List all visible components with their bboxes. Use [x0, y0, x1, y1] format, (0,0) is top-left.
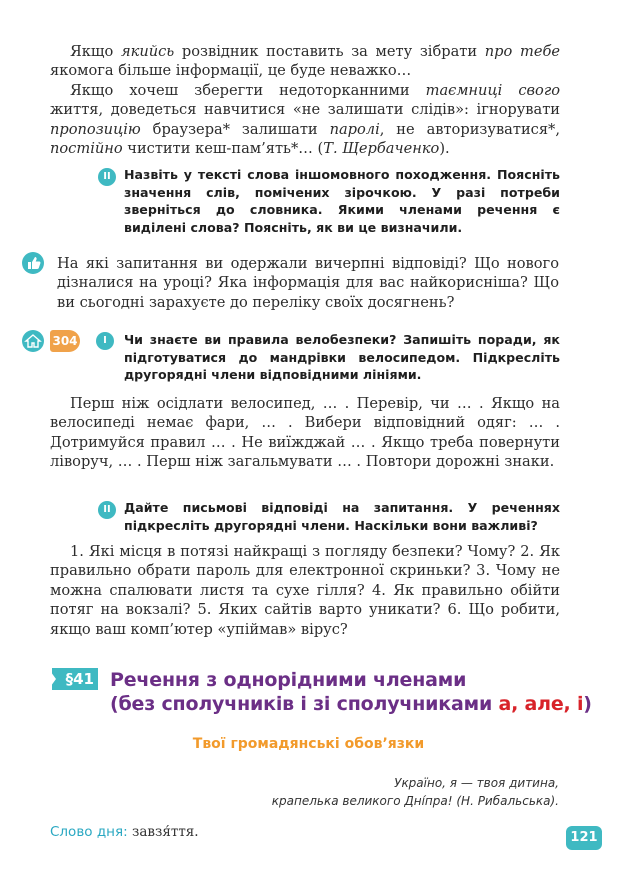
intro-paragraph-1 [50, 42, 560, 81]
text: Якщо [70, 43, 121, 60]
level-ii-badge: II [98, 501, 116, 519]
epigraph-line-2: крапелька великого Дні́пра! (Н. Рибальська). [271, 794, 559, 808]
exercise-number-badge: 304 [50, 330, 80, 352]
section-title-line-2 [110, 692, 590, 716]
highlighted-word: таємниці свого [425, 82, 560, 99]
text: якомога більше інформації, це буде неважко… [50, 62, 412, 80]
section-title-line-1: Речення з однорідними членами [110, 669, 467, 691]
reflection-questions: На які запитання ви одержали вичерпні відповіді? Що нового дізналися на уроці? Яка інформація для вас найкорисніша? Що ви сьогодні зарахуєте до переліку своїх досягнень? [57, 255, 559, 311]
highlighted-word: про тебе [484, 43, 560, 60]
title-text: ) [583, 693, 592, 715]
highlighted-word: якийсь [120, 43, 175, 60]
text: розвідник поставить за мету зібрати [174, 43, 485, 60]
highlighted-word: паролі [329, 120, 380, 138]
text: життя, доведеться навчитися «не залишати слідів»: ігнорувати [50, 101, 560, 119]
home-icon [22, 330, 44, 352]
word-of-day-label: Слово дня: [50, 824, 128, 840]
text: ). [439, 140, 450, 158]
title-text: (без сполучників і зі сполучниками [110, 693, 499, 715]
highlighted-word: постійно [50, 140, 123, 158]
text: Якщо хочеш зберегти недоторканними [70, 82, 426, 99]
author-name: Т. Щербаченко [323, 140, 440, 158]
exercise-task-text: Чи знаєте ви правила велобезпеки? Запишіть поради, як підготуватися до мандрівки велосипедом. Підкресліть другорядні члени відповідними лініями. [124, 332, 560, 383]
thumbs-up-icon [22, 252, 44, 274]
text: браузера* залишати [140, 120, 330, 138]
word-of-day-value: завзя́ття. [131, 824, 199, 840]
text: , не авторизуватися*, [379, 120, 560, 138]
word-of-the-day [50, 824, 199, 840]
text: чистити кеш-пам’ять*… ( [122, 140, 324, 158]
title-accent-conjunctions: а, але, і [498, 693, 584, 715]
section-subtitle: Твої громадянські обов’язки [192, 736, 425, 752]
page-number: 121 [566, 826, 602, 850]
level-ii-badge: II [98, 168, 116, 186]
task-2-text: Дайте письмові відповіді на запитання. У реченнях підкресліть другорядні члени. Наскільки вони важливі? [124, 500, 560, 533]
level-i-badge: I [96, 332, 114, 350]
section-tag-notch [48, 668, 58, 690]
intro-paragraph-2 [50, 81, 560, 159]
highlighted-word: пропозицію [50, 120, 141, 138]
exercise-text: Перш ніж осідлати велосипед, … . Перевір, чи … . Якщо на велосипеді немає фари, … . Вибери відповідний одяг: … . Дотримуйся правил … . Не виїжджай … . Якщо треба повернути ліворуч, … . Перш ніж загальмувати … . Повтори дорожні знаки. [50, 395, 560, 471]
task-2-questions: 1. Які місця в потязі найкращі з погляду безпеки? Чому? 2. Як правильно обрати пароль для електронної скриньки? 3. Чому не можна спалювати листя та сухе гілля? 4. Як правильно обійти потяг на вокзалі? 5. Яких сайтів варто уникати? 6. Що робити, якщо ваш комп’ютер «упіймав» вірус? [50, 543, 560, 638]
epigraph-line-1: Україно, я — твоя дитина, [394, 776, 559, 790]
task-1-text: Назвіть у тексті слова іншомовного походження. Поясніть значення слів, помічених зірочкою. У разі потреби зверніться до словника. Якими членами речення є виділені слова? Поясніть, як ви це визначили. [124, 167, 560, 235]
section-number-tag: §41 [52, 668, 98, 690]
